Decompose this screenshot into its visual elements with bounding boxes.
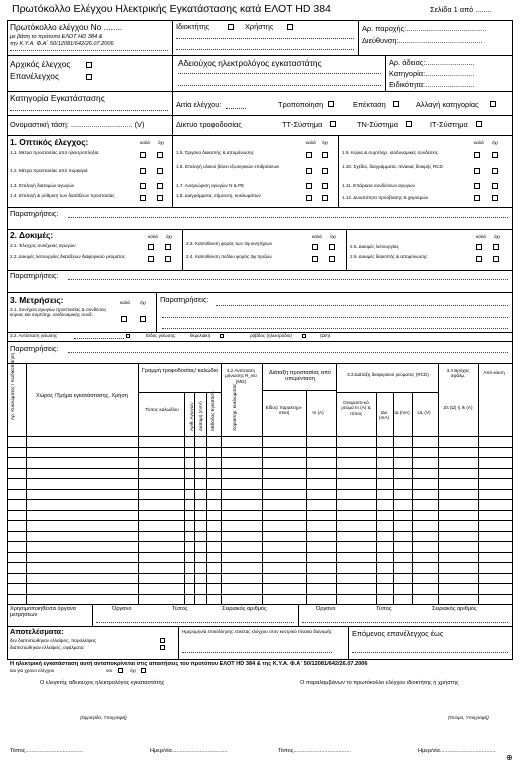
sticker-date-field[interactable]: Ημερομηνία επικόλλησης ετικέτας ελέγχου στον κεντρικό πίνακα διανομής xyxy=(182,629,332,634)
inspection-form-page: Πρωτόκολλο Ελέγχου Ηλεκτρικής Εγκατάστασης κατά ΕΛΟΤ HD 384 Σελίδα 1 από ........ Πρωτόκολλο ελέγχου Νο ........ με βάση το πρότυπο ΕΛΟΤ HD 384 & την Κ.Υ.Α. Φ.Α΄ 50/12081/642/26.07.2006 Ιδιοκτήτης Χρήστης Αρ. παροχής:....................................... Διεύθυνση:......................................... Αρχικός έλεγχος Επανέλεγχος Αδειούχος ηλεκτρολόγος εγκαταστάτης Αρ. άδειας:........................ Κατηγορία:........................ Ειδικότητα:........................ Κατηγορία Εγκατάστασης Αιτία ελέγχου: Τροποποίηση Επέκταση Αλλαγή κατηγορίας Ονομαστική τάση: .............................. (V) Δίκτυο τροφοδοσίας ΤΤ-Σύστημα ΤΝ-Σύστημα ΙΤ-Σύστημα 1. Οπτικός έλεγχος: καλά όχι καλά όχι καλά όχι 1.1. Μέτρα προστασίας από ηλεκτροπληξία 1.2. Μέτρα προστασίας από πυρκαγιά 1.3. Επιλογή διατομών αγωγών 1.4. Επιλογή & ρύθμιση των διατάξεων προστασίας 1.5. Όργανα διακοπής & απομόνωσης 1.6. Επιλογή υλικού βάσει εξωτερικών επιδράσεων 1.7. Αναγνώριση αγωγών N & PE 1.8. Διαγράμματα, σήμανση, κυκλωμάτων 1.9. Κύρια & συμπληρ. ισοδυναμικές συνδέσεις 1.10. Σχέδιο, διαγράμματα, πίνακας δοκιμής RCD 1.11. Επάρκεια συνδέσεων αγωγών 1.12. Δυνατότητα πρόσβασης & χειρισμών Παρατηρήσεις: 2. Δοκιμές: καλά όχι καλά όχι καλά όχι 2.1. Έλεγχος συνέχειας αγωγών 2.2. Δοκιμές λειτουργίας διατάξεων διαφορικού ρεύματος 2.3. Κατεύθυνση φοράς των 3φ κινητήρων 2.4. Κατεύθυνση πεδίου φοράς 3φ πριζών 2.5. Δοκιμές λειτουργίας 2.6. Δοκιμές διακοπής & απομόνωσης Παρατηρήσεις: 3. Μετρήσεις: καλά όχι 3.1. Συνέχεια αγωγών προστασίας & συνδέσεις κύριας και συμπληρ. ισοδυναμικής συνδ. Παρατηρήσεις: 3.2. Αντίσταση γείωσης Είδος γείωσης: θεμελιακή ράβδος (ηλεκτρόδιο) (Ωm) Παρατηρήσεις: Αρ. Κυκλώματος / Κωδικοποίηση Χώρος /Τμήμα εγκατάστασης, Χρήση Γραμμή τροφοδοσίας/ καλώδιο Τύπος καλωδίου Αριθ. Αγωγών Διατομή (mm²) Μέθοδος Εγκατάστ. Χαρακτηρ. κυκλώματος 3.2 Αντίσταση μόνωσης R_iso (MΩ) Διάταξη προστασίας από υπερένταση Είδος/ Χαρακτηρι-στική In (A) 3.3 Διάταξη διαφορικού ρεύματος (RCD) Ονομαστι-κό ρεύμα In (A) & τύπος IΔn (mA) IΔ (mA) UL (V) 3.4 Βρόχος σφάλμ. Zs (Ω) ή Ik (A) Από-κλιση Χρησιμοποιηθέντα όργανα μετρήσεων Όργανο Τύπος Σειριακός αριθμός Όργανο Τύπος Σειριακός αριθμός Αποτελέσματα: δεν διαπιστώθηκαν ελλείψεις, παραλείψεις διαπιστώθηκαν ελλείψεις, σφάλματα Ημερομηνία επικόλλησης ετικέτας ελέγχου στον κεντρικό πίνακα διανομής Επόμενος επανέλεγχος έως Η ηλεκτρική εγκατάσταση αυτή ανταποκρίνεται στις απαιτήσεις του προτύπου ΕΛΟΤ HD 384 & της Κ.Υ.Α. Φ.Α΄ 50/12081/642/26.07.2006 και για χρονο ελέγχου ναι όχι Ο ελεγκτής αδειούχος ηλεκτρολόγος εγκαταστάτης Ο παραλαμβάνων το πρωτόκολλο ελέγχου ιδιοκτήτης ή χρήστης (Σφραγίδα, Υπογραφή) (Όνομα, Υπογραφή) Τόπος..................................... Ημερ/νία.................................... Τόπος..................................... Ημερ/νία.................................... ⊕ xyxy=(0,0,520,767)
col-group-rcd: 3.3 Διάταξη διαφορικού ρεύματος (RCD) xyxy=(347,372,429,377)
results-faults-text: διαπιστώθηκαν ελλείψεις, σφάλματα xyxy=(10,645,84,650)
table-row-line xyxy=(7,510,513,511)
visual-inspection-title: 1. Οπτικός έλεγχος: xyxy=(10,137,89,147)
tt-system-checkbox[interactable] xyxy=(330,121,336,127)
visual-item-1-7: 1.7. Αναγνώριση αγωγών N & PE xyxy=(176,183,245,188)
date-field-2[interactable]: Ημερ/νία.................................... xyxy=(418,748,496,754)
table-col-divider xyxy=(478,363,479,604)
fitness-no-checkbox[interactable] xyxy=(141,668,146,673)
visual-1-9-no[interactable] xyxy=(492,152,498,158)
recheck-label: Επανέλεγχος xyxy=(10,71,59,81)
network-label: Δίκτυο τροφοδοσίας xyxy=(176,120,242,129)
table-header-bottom xyxy=(7,436,513,437)
visual-1-7-ok[interactable] xyxy=(306,183,312,189)
test-2-5-no[interactable] xyxy=(493,244,499,250)
table-row-line xyxy=(7,531,513,532)
table-subgroup-line xyxy=(262,390,336,391)
user-checkbox[interactable] xyxy=(287,24,293,30)
recheck-checkbox[interactable] xyxy=(86,74,92,80)
visual-1-10-ok[interactable] xyxy=(474,168,480,174)
protocol-basis-1: με βάση το πρότυπο ΕΛΟΤ HD 384 & xyxy=(10,34,103,40)
visual-1-2-ok[interactable] xyxy=(140,168,146,174)
visual-1-4-ok[interactable] xyxy=(140,195,146,201)
licensed-electrician-label: Αδειούχος ηλεκτρολόγος εγκαταστάτης xyxy=(178,58,322,68)
table-subgroup-line xyxy=(138,392,221,393)
visual-1-12-no[interactable] xyxy=(492,195,498,201)
table-row-line xyxy=(7,489,513,490)
fitness-yes-label: ναι xyxy=(106,668,112,673)
measurement-3-1-no[interactable] xyxy=(140,316,146,322)
table-col-divider xyxy=(336,363,337,604)
date-field-1[interactable]: Ημερ/νία.................................... xyxy=(150,748,228,754)
receiver-signature-label: Ο παραλαμβάνων το πρωτόκολλο ελέγχου ιδιοκτήτης ή χρήστης xyxy=(300,680,459,686)
visual-1-12-ok[interactable] xyxy=(474,195,480,201)
visual-item-1-3: 1.3. Επιλογή διατομών αγωγών xyxy=(10,183,75,188)
it-system-checkbox[interactable] xyxy=(476,121,482,127)
measurement-3-1-ok[interactable] xyxy=(121,316,127,322)
declaration-text: Η ηλεκτρική εγκατάσταση αυτή ανταποκρίνεται στις απαιτήσεις του προτύπου ΕΛΟΤ HD 384 & της Κ.Υ.Α. Φ.Α΄ 50/12081/642/26.07.2006 xyxy=(10,661,368,667)
visual-1-1-ok[interactable] xyxy=(140,152,146,158)
test-2-2-ok[interactable] xyxy=(148,256,154,262)
table-row-line xyxy=(7,447,513,448)
it-system-label: ΙΤ-Σύστημα xyxy=(430,120,468,129)
table-col-divider xyxy=(26,363,27,604)
reason-extension-label: Επέκταση xyxy=(353,100,386,109)
earth-rod-label: ράβδος (ηλεκτρόδιο) xyxy=(250,333,292,338)
reason-extension-checkbox[interactable] xyxy=(393,101,399,107)
nominal-voltage-field[interactable]: Ονομαστική τάση: .............................. (V) xyxy=(10,120,145,129)
visual-1-5-ok[interactable] xyxy=(306,152,312,158)
visual-item-1-11: 1.11. Επάρκεια συνδέσεων αγωγών xyxy=(342,183,415,188)
instrument-2-label: Όργανο xyxy=(316,606,336,612)
visual-1-3-ok[interactable] xyxy=(140,183,146,189)
fitness-yes-checkbox[interactable] xyxy=(118,668,123,673)
visual-1-10-no[interactable] xyxy=(492,168,498,174)
col-rcd-ul: UL (V) xyxy=(417,410,431,415)
crosshair-icon: ⊕ xyxy=(506,753,513,762)
visual-1-3-no[interactable] xyxy=(157,183,163,189)
test-2-1-ok[interactable] xyxy=(148,244,154,250)
col-group-loop: 3.4 Βρόχος σφάλμ. xyxy=(446,368,470,379)
test-item-2-3: 2.3. Κατεύθυνση φοράς των 3φ κινητήρων xyxy=(186,241,273,246)
reason-label: Αιτία ελέγχου: xyxy=(176,100,222,109)
category-field[interactable]: Κατηγορία:........................ xyxy=(389,69,475,78)
table-col-divider xyxy=(138,363,139,604)
test-2-3-ok[interactable] xyxy=(312,244,318,250)
earth-remarks-label: Παρατηρήσεις: xyxy=(10,344,59,353)
table-row-line xyxy=(7,541,513,542)
visual-1-8-no[interactable] xyxy=(322,195,328,201)
test-2-4-ok[interactable] xyxy=(312,256,318,262)
table-row-line xyxy=(7,478,513,479)
test-item-2-6: 2.6. Δοκιμές διακοπής & απομόνωσης xyxy=(350,254,428,259)
test-item-2-5: 2.5. Δοκιμές λειτουργίας xyxy=(350,244,399,249)
table-row-line xyxy=(7,520,513,521)
test-2-4-no[interactable] xyxy=(329,256,335,262)
col-rcd-in: Ονομαστι-κό ρεύμα In (A) & τύπος xyxy=(341,400,371,416)
table-row-line xyxy=(7,457,513,458)
fitness-no-label: όχι xyxy=(130,668,136,673)
instrument-2-type: Τύπος xyxy=(376,606,392,612)
visual-1-9-ok[interactable] xyxy=(474,152,480,158)
tests-title: 2. Δοκιμές: xyxy=(10,230,54,240)
results-faults-checkbox[interactable] xyxy=(160,645,165,650)
form-title: Πρωτόκολλο Ελέγχου Ηλεκτρικής Εγκατάστασης κατά ΕΛΟΤ HD 384 xyxy=(12,3,331,15)
col-cable-method: Μέθοδος Εγκατάστ. xyxy=(210,390,215,431)
visual-1-1-no[interactable] xyxy=(157,152,163,158)
test-2-6-no[interactable] xyxy=(493,256,499,262)
reason-category-change-checkbox[interactable] xyxy=(490,101,496,107)
place-field-1[interactable]: Τόπος..................................... xyxy=(10,748,83,754)
table-col-divider xyxy=(221,363,222,604)
table-subgroup-line xyxy=(336,392,438,393)
table-row-line xyxy=(7,594,513,595)
instruments-label: Χρησιμοποιηθέντα όργανα μετρήσεων xyxy=(10,606,76,619)
col-deviation: Από-κλιση xyxy=(483,370,505,375)
visual-1-7-no[interactable] xyxy=(322,183,328,189)
visual-item-1-8: 1.8. Διαγράμματα, σήμανση, κυκλωμάτων xyxy=(176,193,261,198)
test-2-2-no[interactable] xyxy=(165,256,171,262)
table-row-line xyxy=(7,499,513,500)
test-item-2-4: 2.4. Κατεύθυνση πεδίου φοράς 3φ πριζών xyxy=(186,254,272,259)
visual-1-11-no[interactable] xyxy=(492,183,498,189)
table-subcol-divider xyxy=(306,390,307,604)
electrician-signature-label: Ο ελεγκτής αδειούχος ηλεκτρολόγος εγκαταστάτης xyxy=(40,680,165,686)
table-col-divider xyxy=(438,363,439,604)
reason-modification-checkbox[interactable] xyxy=(328,101,334,107)
col-cable-cross-section: Διατομή (mm²) xyxy=(198,401,203,431)
visual-item-1-6: 1.6. Επιλογή υλικού βάσει εξωτερικών επιδράσεων xyxy=(176,164,280,169)
test-2-1-no[interactable] xyxy=(165,244,171,250)
next-check-field[interactable]: Επόμενος επανέλεγχος έως xyxy=(352,629,444,638)
measurements-title: 3. Μετρήσεις: xyxy=(10,295,64,305)
address-field[interactable]: Διεύθυνση:......................................... xyxy=(362,36,483,45)
installation-category-label: Κατηγορία Εγκατάστασης xyxy=(10,93,105,103)
table-col-divider xyxy=(262,363,263,604)
instrument-1-label: Όργανο xyxy=(112,606,132,612)
initial-check-checkbox[interactable] xyxy=(86,62,92,68)
reason-modification-label: Τροποποίηση xyxy=(278,100,324,109)
instrument-1-type: Τύπος xyxy=(172,606,188,612)
test-2-3-no[interactable] xyxy=(329,244,335,250)
tests-remarks-label: Παρατηρήσεις: xyxy=(10,271,59,280)
user-label: Χρήστης xyxy=(245,22,274,31)
test-2-6-ok[interactable] xyxy=(476,256,482,262)
col-oc-type: Είδος/ Χαρακτηρι-στική xyxy=(265,405,303,416)
measurement-item-3-1: 3.1. Συνέχεια αγωγών προστασίας & συνδέσεις κύριας και συμπληρ. ισοδυναμικής συνδ. xyxy=(10,307,107,318)
results-ok-text: δεν διαπιστώθηκαν ελλείψεις, παραλείψεις xyxy=(10,638,97,643)
col-cable-type: Τύπος καλωδίου xyxy=(145,407,179,412)
visual-item-1-5: 1.5. Όργανα διακοπής & απομόνωσης xyxy=(176,150,254,155)
owner-checkbox[interactable] xyxy=(228,24,234,30)
col-cable-characteristic: Χαρακτηρ. κυκλώματος xyxy=(232,383,237,431)
reason-category-change-label: Αλλαγή κατηγορίας xyxy=(416,100,479,109)
protocol-basis-2: την Κ.Υ.Α. Φ.Α΄ 50/12081/642/26.07.2006 xyxy=(10,41,114,47)
tn-system-checkbox[interactable] xyxy=(406,121,412,127)
visual-1-6-ok[interactable] xyxy=(306,168,312,174)
test-2-5-ok[interactable] xyxy=(476,244,482,250)
page-number: Σελίδα 1 από ........ xyxy=(430,5,492,14)
earth-type-label: Είδος γείωσης: xyxy=(146,333,177,338)
protocol-number: Πρωτόκολλο ελέγχου Νο ........ xyxy=(10,22,123,32)
visual-remarks-label: Παρατηρήσεις: xyxy=(10,209,59,218)
instrument-2-serial: Σειριακός αριθμός xyxy=(432,606,477,612)
tt-system-label: ΤΤ-Σύστημα xyxy=(282,120,323,129)
visual-item-1-1: 1.1. Μέτρα προστασίας από ηλεκτροπληξία xyxy=(10,150,99,155)
results-ok-checkbox[interactable] xyxy=(160,638,165,643)
col-circuit-number: Αρ. Κυκλώματος / Κωδικοποίηση xyxy=(10,352,15,420)
col-group-cable: Γραμμή τροφοδοσίας/ καλώδιο xyxy=(141,368,219,374)
visual-item-1-10: 1.10. Σχέδιο, διαγράμματα, πίνακας δοκιμής RCD xyxy=(342,164,443,169)
visual-1-2-no[interactable] xyxy=(157,168,163,174)
instrument-1-serial: Σειριακός αριθμός xyxy=(222,606,267,612)
col-cable-conductors: Αριθ. Αγωγών xyxy=(189,402,194,431)
visual-item-1-2: 1.2. Μέτρα προστασίας από πυρκαγιά xyxy=(10,168,88,173)
col-room: Χώρος /Τμήμα εγκατάστασης, Χρήση xyxy=(36,393,128,399)
table-row-line xyxy=(7,552,513,553)
table-row-line xyxy=(7,562,513,563)
col-rcd-idn: IΔn (mA) xyxy=(379,410,389,421)
col-group-overcurrent: Διάταξη προστασίας από υπερένταση xyxy=(268,370,332,383)
specialty-field[interactable]: Ειδικότητα:........................ xyxy=(389,80,475,89)
col-oc-in: In (A) xyxy=(312,410,324,415)
electrician-stamp-hint: (Σφραγίδα, Υπογραφή) xyxy=(80,715,127,720)
visual-1-11-ok[interactable] xyxy=(474,183,480,189)
place-field-2[interactable]: Τόπος..................................... xyxy=(278,748,351,754)
visual-1-4-no[interactable] xyxy=(157,195,163,201)
visual-item-1-12: 1.12. Δυνατότητα πρόσβασης & χειρισμών xyxy=(342,195,429,200)
visual-item-1-4: 1.4. Επιλογή & ρύθμιση των διατάξεων προστασίας xyxy=(10,193,115,198)
visual-1-6-no[interactable] xyxy=(322,168,328,174)
visual-1-5-no[interactable] xyxy=(322,152,328,158)
table-row-line xyxy=(7,583,513,584)
col-insulation: 3.2 Αντίσταση μόνωσης R_iso (MΩ) xyxy=(225,368,257,384)
receiver-name-hint: (Όνομα, Υπογραφή) xyxy=(448,715,489,720)
earth-ohm-unit: (Ωm) xyxy=(320,333,331,338)
license-number-field[interactable]: Αρ. άδειας:........................ xyxy=(389,58,475,67)
results-label: Αποτελέσματα: xyxy=(10,627,64,636)
visual-1-8-ok[interactable] xyxy=(306,195,312,201)
earth-resistance-checkbox[interactable] xyxy=(126,334,130,338)
measurement-remarks-label: Παρατηρήσεις: xyxy=(160,295,209,304)
table-row-line xyxy=(7,468,513,469)
tn-system-label: ΤΝ-Σύστημα xyxy=(357,120,399,129)
col-rcd-id: IΔ (mA) xyxy=(394,410,410,415)
earth-resistance-label: 3.2. Αντίσταση γείωσης xyxy=(10,333,58,338)
fitness-label: και για χρονο ελέγχου xyxy=(10,668,55,673)
col-loop-z: Zs (Ω) ή Ik (A) xyxy=(443,405,473,410)
test-item-2-1: 2.1. Έλεγχος συνέχειας αγωγών xyxy=(10,243,76,248)
initial-check-label: Αρχικός έλεγχος xyxy=(10,59,71,69)
earth-foundation-label: θεμελιακή xyxy=(190,333,211,338)
earth-rod-checkbox[interactable] xyxy=(302,334,306,338)
earth-foundation-checkbox[interactable] xyxy=(220,334,224,338)
owner-label: Ιδιοκτήτης xyxy=(176,22,210,31)
table-row-line xyxy=(7,573,513,574)
test-item-2-2: 2.2. Δοκιμές λειτουργίας διατάξεων διαφορικού ρεύματος xyxy=(10,254,125,259)
visual-item-1-9: 1.9. Κύρια & συμπληρ. ισοδυναμικές συνδέσεις xyxy=(342,150,438,155)
supply-number-field[interactable]: Αρ. παροχής:....................................... xyxy=(362,24,487,33)
